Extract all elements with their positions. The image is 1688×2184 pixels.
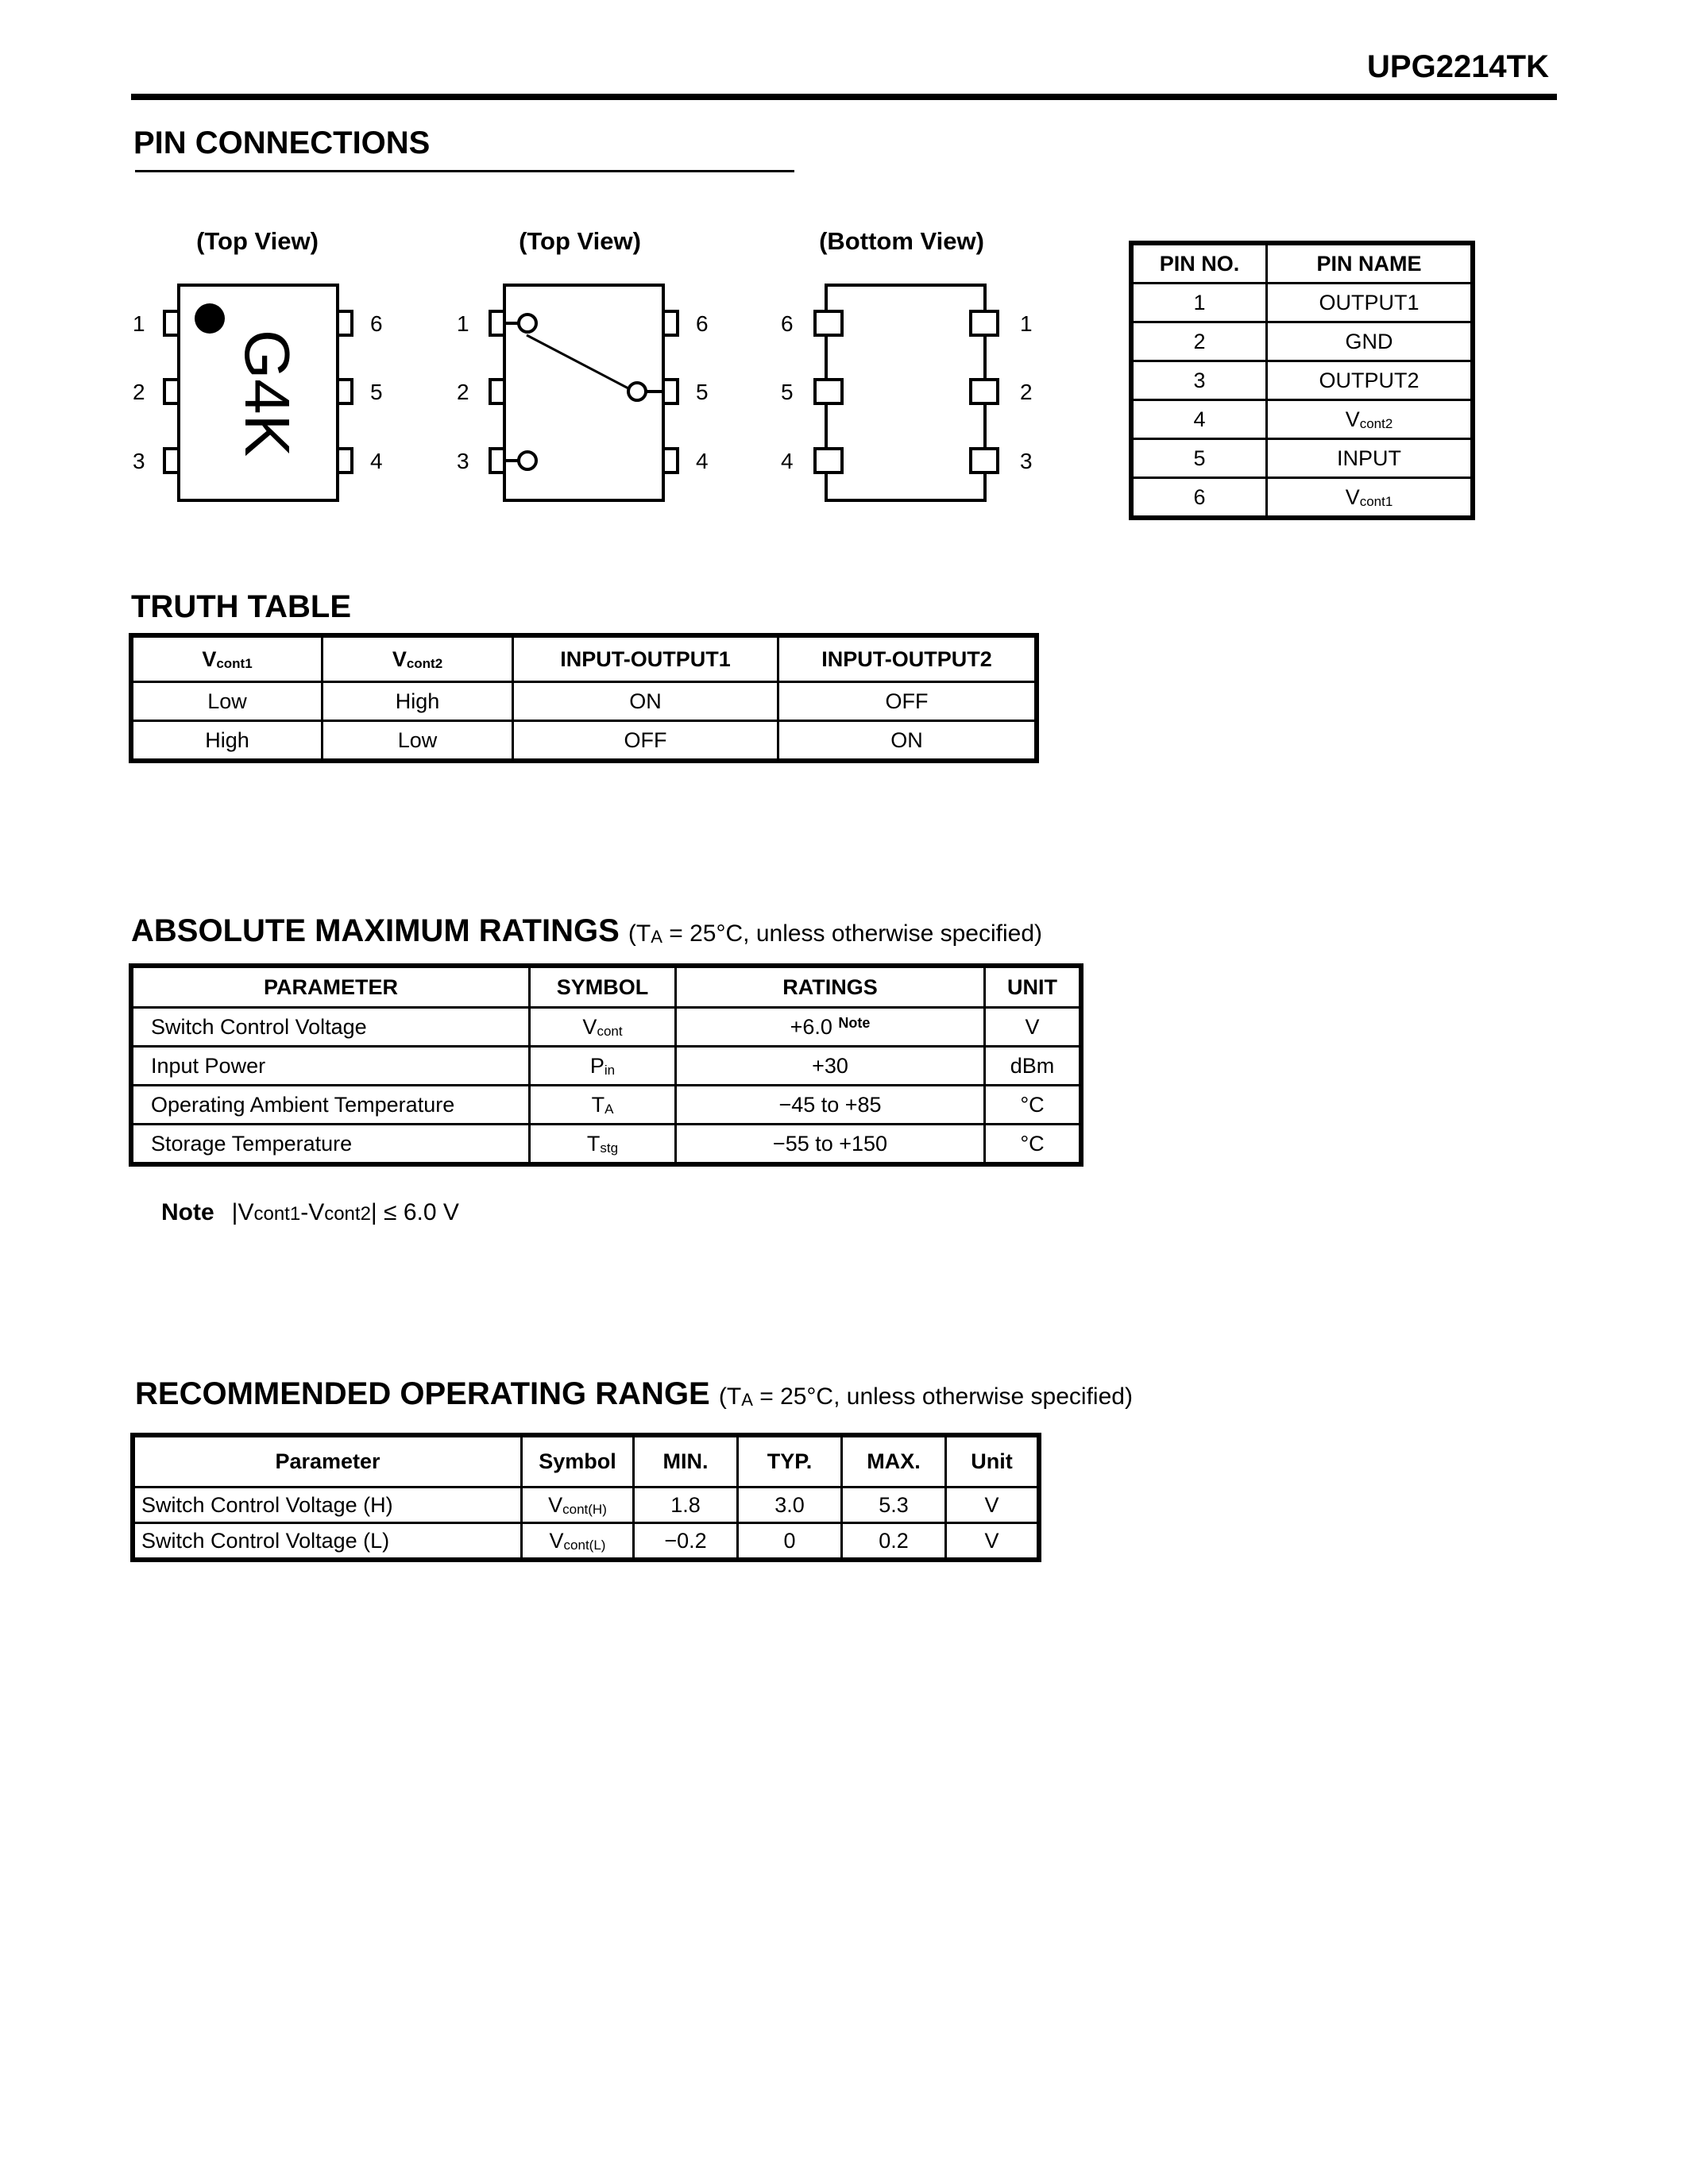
pin-label: 1 [457,311,469,336]
truth-cell: High [323,682,513,721]
abs-max-row [133,1047,1080,1086]
pin-label: 4 [781,449,794,473]
truth-cell: OFF [513,721,778,760]
package-top-marking [133,285,383,500]
rec-op-row [134,1488,1038,1523]
rec-op-header: Symbol [522,1437,634,1488]
param-cell: Operating Ambient Temperature [133,1086,530,1125]
pin-connections-rule [135,170,794,172]
truth-table [131,635,1037,761]
pin-no: 5 [1133,439,1267,478]
truth-table-row [133,721,1036,760]
rec-op-condition: (TA = 25°C, unless otherwise specified) [718,1383,1133,1410]
unit-cell: V [946,1488,1038,1523]
symbol-cell: Vcont [530,1008,676,1047]
package-marking-text: G4K [231,329,303,457]
pin-label: 1 [1020,311,1033,336]
pin-label: 3 [133,449,145,473]
pin-table-row [1133,361,1472,400]
symbol-cell: Pin [530,1047,676,1086]
pin-label: 3 [457,449,469,473]
abs-max-row [133,1086,1080,1125]
pin-name: Vcont2 [1267,400,1472,439]
abs-max-title: ABSOLUTE MAXIMUM RATINGS (TA = 25°C, unless otherwise specified) [131,913,1043,948]
pin-label: 5 [370,380,383,404]
pin-table-row [1133,400,1472,439]
pin-label: 5 [781,380,794,404]
pin-name-table [1131,243,1473,518]
truth-table-row [133,682,1036,721]
switch-arm [527,335,628,388]
rec-op-header: TYP. [738,1437,842,1488]
pin-label: 6 [370,311,383,336]
pin-table-row [1133,478,1472,517]
min-cell: −0.2 [634,1523,738,1559]
param-cell: Switch Control Voltage (H) [134,1488,522,1523]
symbol-cell: Vcont(L) [522,1523,634,1559]
rec-op-title: RECOMMENDED OPERATING RANGE (TA = 25°C, unless otherwise specified) [135,1376,1133,1411]
pin-label: 2 [457,380,469,404]
view-label-top-1: (Top View) [196,227,319,255]
pin-name: OUTPUT2 [1267,361,1472,400]
pin-label: 6 [781,311,794,336]
truth-cell: High [133,721,323,760]
pin-name: GND [1267,322,1472,361]
pin-label: 5 [696,380,709,404]
truth-cell: Low [133,682,323,721]
unit-cell: °C [985,1125,1080,1163]
pin-table-header: PIN NAME [1267,245,1472,284]
pin-table-row [1133,284,1472,322]
truth-header-io1: INPUT-OUTPUT1 [513,637,778,682]
pin-label: 4 [370,449,383,473]
rec-op-header: MAX. [842,1437,946,1488]
param-cell: Input Power [133,1047,530,1086]
pin-label: 2 [133,380,145,404]
typ-cell: 0 [738,1523,842,1559]
abs-max-table [131,966,1081,1164]
min-cell: 1.8 [634,1488,738,1523]
abs-max-row [133,1008,1080,1047]
pin-no: 1 [1133,284,1267,322]
param-cell: Switch Control Voltage (L) [134,1523,522,1559]
truth-cell: ON [513,682,778,721]
pin-no: 3 [1133,361,1267,400]
abs-max-header: RATINGS [676,967,985,1008]
unit-cell: V [985,1008,1080,1047]
param-cell: Storage Temperature [133,1125,530,1163]
pin-name: OUTPUT1 [1267,284,1472,322]
pin-connections-title: PIN CONNECTIONS [133,125,431,160]
abs-max-note: Note |Vcont1-Vcont2| ≤ 6.0 V [161,1199,459,1225]
rating-cell: +6.0 $^{Note}$ [676,1008,985,1047]
abs-max-header: UNIT [985,967,1080,1008]
rec-op-row [134,1523,1038,1559]
rec-op-header: Parameter [134,1437,522,1488]
rating-cell: −55 to +150 [676,1125,985,1163]
symbol-cell: Vcont(H) [522,1488,634,1523]
view-label-top-2: (Top View) [519,227,641,255]
switch-contact-1 [519,314,536,332]
abs-max-header: SYMBOL [530,967,676,1008]
package-bottom-view [781,285,1033,500]
unit-cell: V [946,1523,1038,1559]
pin-label: 6 [696,311,709,336]
pin-name: Vcont1 [1267,478,1472,517]
rating-cell: −45 to +85 [676,1086,985,1125]
abs-max-header: PARAMETER [133,967,530,1008]
pin-table-row [1133,322,1472,361]
part-number: UPG2214TK [1367,49,1549,84]
pin-diagrams [119,270,1072,516]
pin-label: 3 [1020,449,1033,473]
rec-op-table [133,1435,1039,1560]
rating-cell: +30 [676,1047,985,1086]
truth-header-io2: INPUT-OUTPUT2 [778,637,1036,682]
abs-max-condition: (TA = 25°C, unless otherwise specified) [628,920,1043,947]
symbol-cell: TA [530,1086,676,1125]
truth-table-title: TRUTH TABLE [131,589,351,624]
param-cell: Switch Control Voltage [133,1008,530,1047]
pin-label: 2 [1020,380,1033,404]
rec-op-header: Unit [946,1437,1038,1488]
unit-cell: dBm [985,1047,1080,1086]
truth-cell: OFF [778,682,1036,721]
max-cell: 0.2 [842,1523,946,1559]
rec-op-header: MIN. [634,1437,738,1488]
pin-label: 1 [133,311,145,336]
pin-no: 6 [1133,478,1267,517]
view-label-bottom: (Bottom View) [819,227,984,255]
pin-table-header: PIN NO. [1133,245,1267,284]
pin1-dot-marker [195,303,225,334]
truth-cell: Low [323,721,513,760]
truth-cell: ON [778,721,1036,760]
typ-cell: 3.0 [738,1488,842,1523]
switch-contact-3 [519,452,536,469]
max-cell: 5.3 [842,1488,946,1523]
package-top-switch [457,285,709,500]
truth-header-vcont2: Vcont2 [323,637,513,682]
truth-header-vcont1: Vcont1 [133,637,323,682]
switch-common [628,383,646,400]
unit-cell: °C [985,1086,1080,1125]
pin-no: 4 [1133,400,1267,439]
symbol-cell: Tstg [530,1125,676,1163]
pin-label: 4 [696,449,709,473]
abs-max-row [133,1125,1080,1163]
header-rule [131,94,1557,100]
pin-table-row [1133,439,1472,478]
pin-no: 2 [1133,322,1267,361]
pin-name: INPUT [1267,439,1472,478]
